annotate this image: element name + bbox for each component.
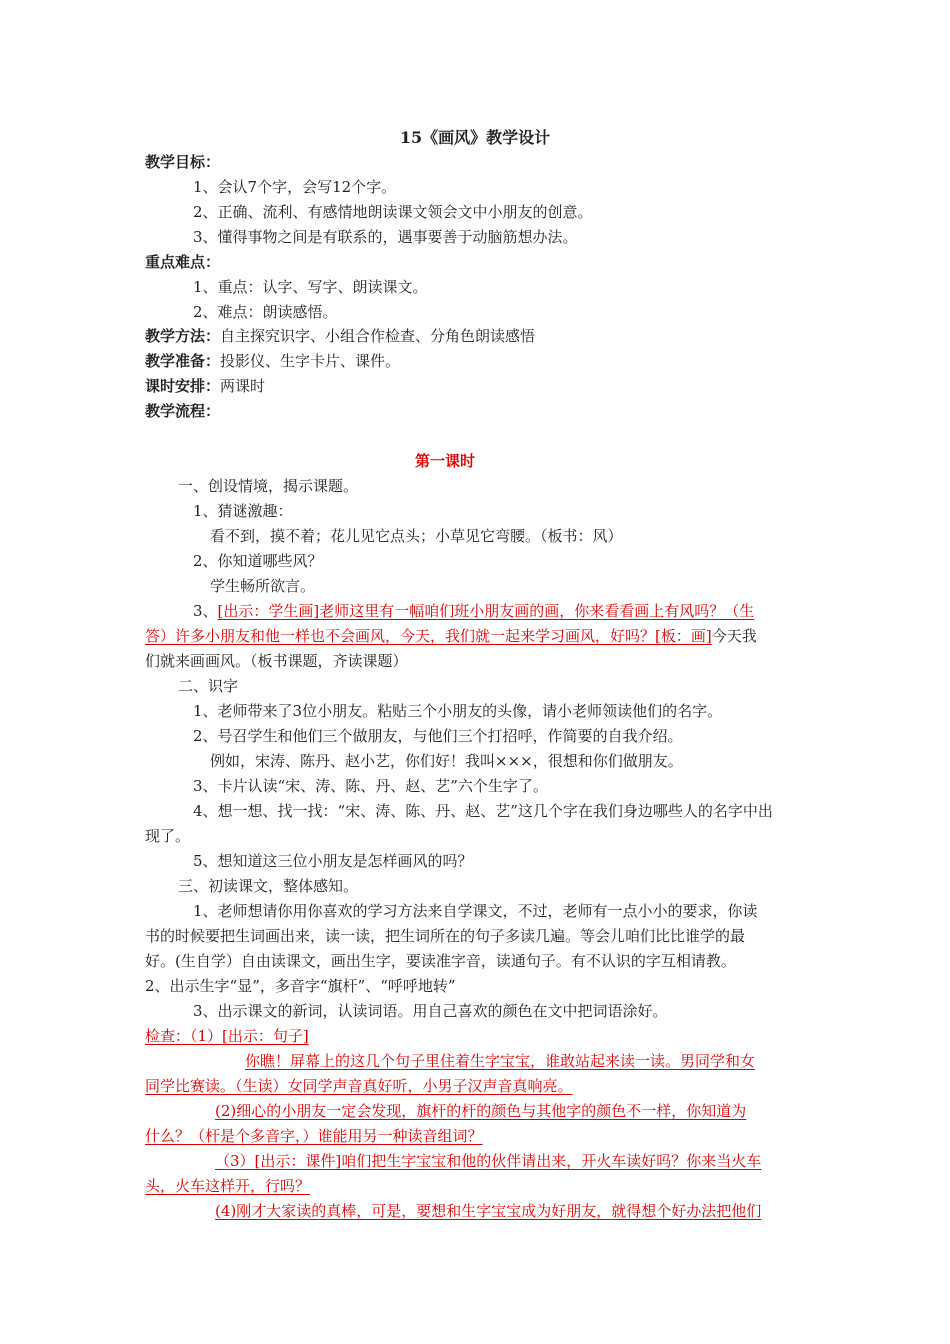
plain-text: 今天我 <box>711 627 757 645</box>
goal-item: 2、正确、流利、有感情地朗读课文领会文中小朋友的创意。 <box>193 203 593 221</box>
section3-heading: 三、初读课文，整体感知。 <box>178 877 359 895</box>
section2-item: 4、想一想、找一找：“宋、涛、陈、丹、赵、艺”这几个字在我们身边哪些人的名字中出 <box>193 802 773 820</box>
key-item: 2、难点：朗读感悟。 <box>193 303 338 321</box>
check-paragraph: 同学比赛读。（生读）女同学声音真好听，小男子汉声音真响亮。 <box>145 1077 573 1095</box>
section3-item: 2、出示生字“显”，多音字“旗杆”、“呼呼地转” <box>145 977 456 995</box>
riddle-text: 看不到，摸不着；花儿见它点头；小草见它弯腰。（板书：风） <box>210 527 623 545</box>
section1-item-3 <box>193 601 754 621</box>
highlight-text: [出示：学生画]老师这里有一幅咱们班小朋友画的画，你来看看画上有风吗？（生 <box>217 602 755 620</box>
section3-item-cont: 书的时候要把生词画出来，读一读，把生词所在的句子多读几遍。等会儿咱们比比谁学的最 <box>145 927 746 945</box>
goal-item: 1、会认7个字，会写12个字。 <box>193 178 397 196</box>
section1-item-3-cont <box>145 626 757 646</box>
schedule-label: 课时安排： <box>145 377 221 395</box>
section3-item: 1、老师想请你用你喜欢的学习方法来自学课文，不过，老师有一点小小的要求，你读 <box>193 902 758 920</box>
check-paragraph: 你瞧！屏幕上的这几个句子里住着生字宝宝，谁敢站起来读一读。男同学和女 <box>245 1052 756 1070</box>
section1-item: 1、猜谜激趣： <box>193 502 293 520</box>
section2-item: 2、号召学生和他们三个做朋友，与他们三个打招呼，作简要的自我介绍。 <box>193 727 683 745</box>
schedule-line <box>145 376 265 396</box>
document-title: 15《画风》教学设计 <box>399 128 551 147</box>
check-paragraph: 什么？（杆是个多音字，）谁能用另一种读音组词？ <box>145 1127 483 1145</box>
section3-item: 3、出示课文的新词，认读词语。用自己喜欢的颜色在文中把词语涂好。 <box>193 1002 668 1020</box>
key-item: 1、重点：认字、写字、朗读课文。 <box>193 278 428 296</box>
lesson1-heading: 第一课时 <box>414 452 475 470</box>
flow-heading: 教学流程： <box>145 402 221 420</box>
item-number: 3、 <box>193 602 218 620</box>
prep-label: 教学准备： <box>145 352 221 370</box>
method-value: 自主探究识字、小组合作检查、分角色朗读感悟 <box>220 327 536 345</box>
section3-item-cont: 好。(生自学）自由读课文，画出生字，要读准字音，读通句子。有不认识的字互相请教。 <box>145 952 736 970</box>
method-label: 教学方法： <box>145 327 221 345</box>
section2-example: 例如，宋涛、陈丹、赵小艺，你们好！我叫×××，很想和你们做朋友。 <box>210 752 683 770</box>
key-heading: 重点难点： <box>145 253 221 271</box>
prep-line <box>145 351 400 371</box>
section1-item-3-end: 们就来画画风。（板书课题，齐读课题） <box>145 652 408 670</box>
section2-heading: 二、识字 <box>178 677 239 695</box>
method-line <box>145 326 535 346</box>
section1-heading: 一、创设情境，揭示课题。 <box>178 477 359 495</box>
prep-value: 投影仪、生字卡片、课件。 <box>220 352 401 370</box>
check-paragraph: (2)细心的小朋友一定会发现，旗杆的杆的颜色与其他字的颜色不一样，你知道为 <box>215 1102 747 1120</box>
section2-item-cont: 现了。 <box>145 827 191 845</box>
schedule-value: 两课时 <box>220 377 266 395</box>
section2-item: 5、想知道这三位小朋友是怎样画风的吗？ <box>193 852 473 870</box>
goal-item: 3、懂得事物之间是有联系的，遇事要善于动脑筋想办法。 <box>193 228 578 246</box>
goals-heading: 教学目标： <box>145 153 221 171</box>
section1-item: 2、你知道哪些风？ <box>193 552 323 570</box>
section1-text: 学生畅所欲言。 <box>210 577 316 595</box>
check-heading: 检查：（1）[出示：句子] <box>145 1027 309 1045</box>
check-paragraph: （3）[出示：课件]咱们把生字宝宝和他的伙伴请出来，开火车读好吗？你来当火车 <box>215 1152 762 1170</box>
check-paragraph: 头，火车这样开，行吗？ <box>145 1177 311 1195</box>
section2-item: 1、老师带来了3位小朋友。粘贴三个小朋友的头像，请小老师领读他们的名字。 <box>193 702 723 720</box>
section2-item: 3、卡片认读“宋、涛、陈、丹、赵、艺”六个生字了。 <box>193 777 548 795</box>
highlight-text: 答）许多小朋友和他一样也不会画风，今天，我们就一起来学习画风，好吗？[板：画] <box>145 627 712 645</box>
check-paragraph: (4)刚才大家读的真棒，可是，要想和生字宝宝成为好朋友，就得想个好办法把他们 <box>215 1202 762 1220</box>
